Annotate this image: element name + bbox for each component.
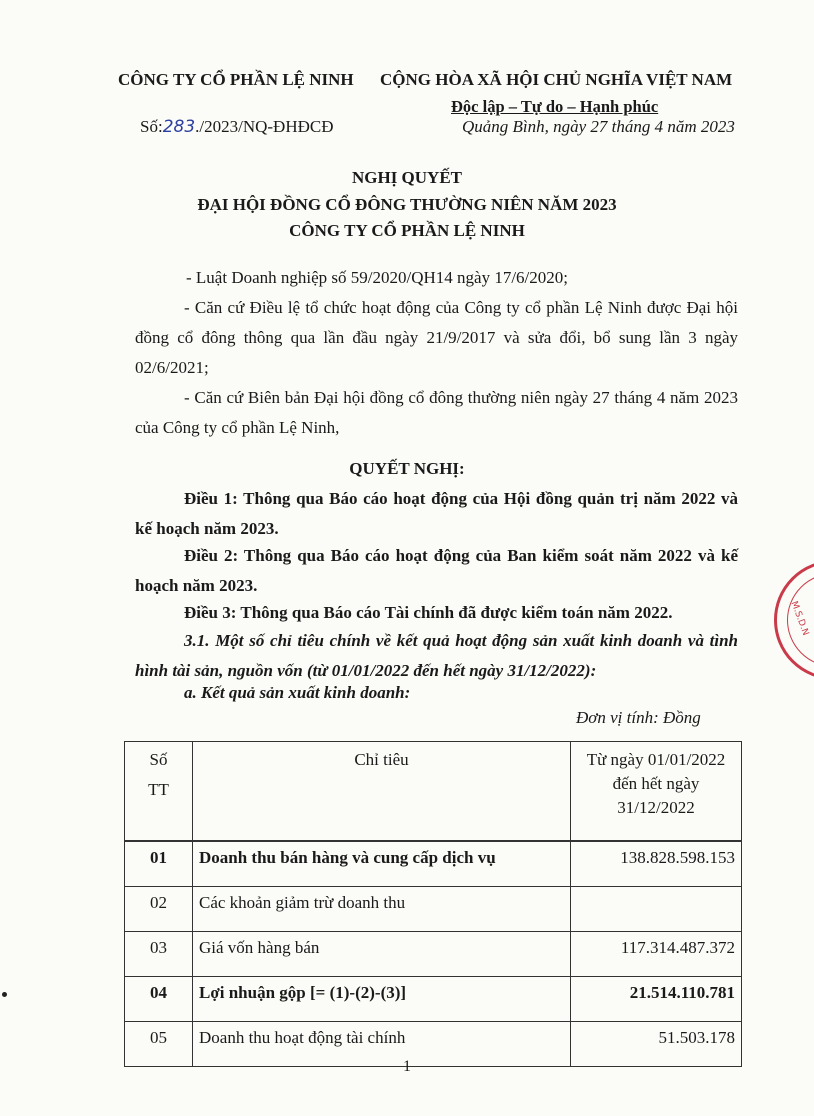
preamble-charter: - Căn cứ Điều lệ tổ chức hoạt động của Công ty cổ phần Lệ Ninh được Đại hội đồng cổ đông thông qua lần đầu ngày 21/9/2017 và sửa đổi, bổ sung lần 3 ngày 02/6/2021; <box>135 298 738 377</box>
row-no: 02 <box>125 887 193 932</box>
country-name: CỘNG HÒA XÃ HỘI CHỦ NGHĨA VIỆT NAM <box>380 70 733 89</box>
doc-no-prefix: Số: <box>140 117 163 136</box>
table-row <box>125 887 742 932</box>
article-3: Điều 3: Thông qua Báo cáo Tài chính đã được kiểm toán năm 2022. <box>184 603 673 622</box>
header-no-line2: TT <box>148 780 169 799</box>
title-line-3: CÔNG TY CỔ PHẦN LỆ NINH <box>289 221 525 240</box>
business-results-table <box>124 741 742 1067</box>
company-name: CÔNG TY CỔ PHẦN LỆ NINH <box>118 70 354 89</box>
resolution-heading: QUYẾT NGHỊ: <box>349 459 465 478</box>
row-value: 138.828.598.153 <box>571 841 742 887</box>
national-motto: Độc lập – Tự do – Hạnh phúc <box>451 97 659 116</box>
preamble-minutes: - Căn cứ Biên bản Đại hội đồng cổ đông thường niên ngày 27 tháng 4 năm 2023 của Công ty cổ phần Lệ Ninh, <box>135 388 738 437</box>
table-row <box>125 977 742 1022</box>
row-item: Các khoản giảm trừ doanh thu <box>193 887 571 932</box>
row-item: Lợi nhuận gộp [= (1)-(2)-(3)] <box>193 977 571 1022</box>
place-date: Quảng Bình, ngày 27 tháng 4 năm 2023 <box>462 117 735 136</box>
page-number: 1 <box>403 1058 411 1075</box>
table-header-row <box>125 742 742 842</box>
header-no-line1: Số <box>149 750 168 769</box>
header-value: Từ ngày 01/01/2022 đến hết ngày 31/12/2022 <box>571 742 742 842</box>
doc-no-handwritten: 283 <box>162 117 196 137</box>
unit-note: Đơn vị tính: Đồng <box>576 708 701 727</box>
row-item: Giá vốn hàng bán <box>193 932 571 977</box>
row-value: 51.503.178 <box>571 1022 742 1067</box>
title-line-2: ĐẠI HỘI ĐỒNG CỔ ĐÔNG THƯỜNG NIÊN NĂM 2023 <box>197 195 617 214</box>
row-value: 21.514.110.781 <box>571 977 742 1022</box>
table-row <box>125 932 742 977</box>
seal-text: M.S.D.N <box>788 600 811 637</box>
title-line-1: NGHỊ QUYẾT <box>351 168 463 187</box>
row-no: 01 <box>125 841 193 887</box>
section-3-1: 3.1. Một số chỉ tiêu chính về kết quả hoạt động sản xuất kinh doanh và tình hình tài sản, nguồn vốn (từ 01/01/2022 đến hết ngày 31/12/2022): <box>135 631 738 680</box>
row-item: Doanh thu hoạt động tài chính <box>193 1022 571 1067</box>
header-item: Chỉ tiêu <box>193 742 571 842</box>
article-1: Điều 1: Thông qua Báo cáo hoạt động của Hội đồng quản trị năm 2022 và kế hoạch năm 2023. <box>135 489 738 538</box>
row-item: Doanh thu bán hàng và cung cấp dịch vụ <box>193 841 571 887</box>
preamble-law: - Luật Doanh nghiệp số 59/2020/QH14 ngày 17/6/2020; <box>186 268 568 287</box>
row-no: 03 <box>125 932 193 977</box>
scan-speck <box>2 992 7 997</box>
article-2: Điều 2: Thông qua Báo cáo hoạt động của Ban kiểm soát năm 2022 và kế hoạch năm 2023. <box>135 546 738 595</box>
section-a: a. Kết quả sản xuất kinh doanh: <box>184 683 411 702</box>
doc-no-suffix: ./2023/NQ-ĐHĐCĐ <box>195 117 334 136</box>
row-value: 117.314.487.372 <box>571 932 742 977</box>
row-no: 04 <box>125 977 193 1022</box>
row-no: 05 <box>125 1022 193 1067</box>
header-no <box>125 742 193 842</box>
row-value <box>571 887 742 932</box>
document-number <box>140 117 334 137</box>
table-row <box>125 841 742 887</box>
